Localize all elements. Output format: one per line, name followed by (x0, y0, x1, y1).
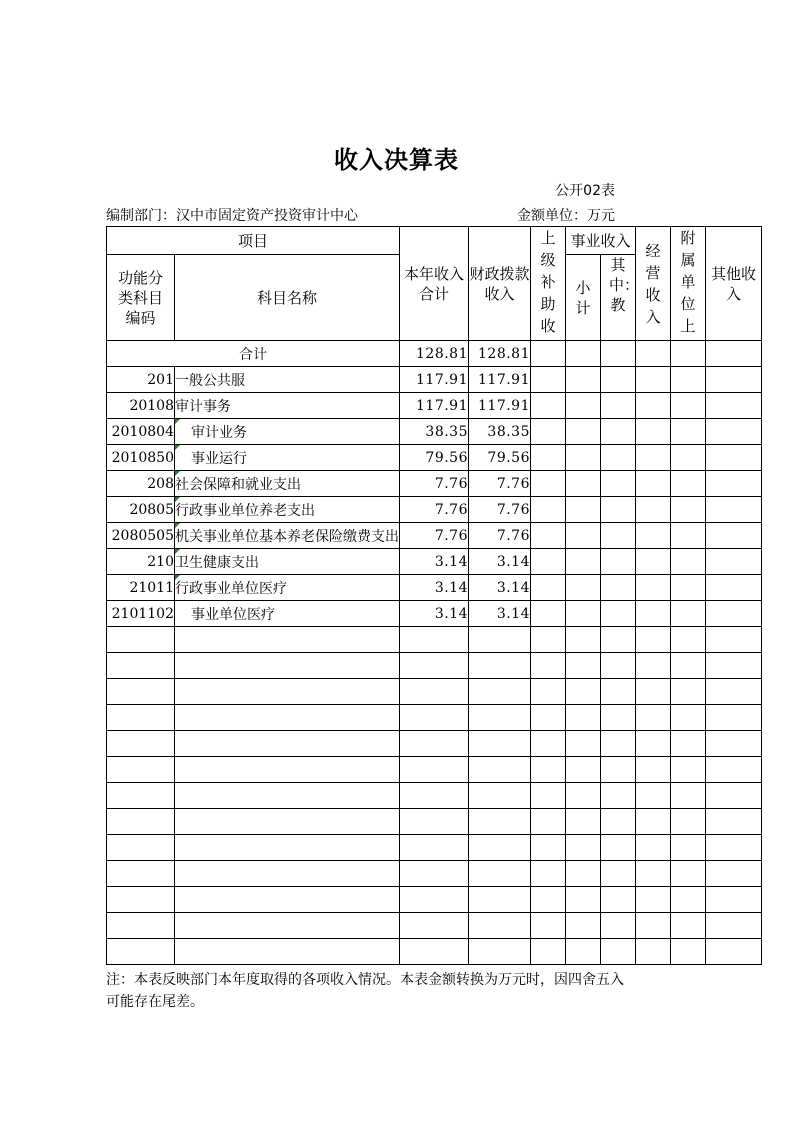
row-code: 2010850 (107, 445, 175, 471)
row-code: 20805 (107, 497, 175, 523)
page-title: 收入决算表 (334, 146, 459, 174)
empty-row (107, 835, 762, 861)
row-code: 210 (107, 549, 175, 575)
header-business-income: 事业收入 (566, 227, 636, 255)
row-code: 2080505 (107, 523, 175, 549)
row-total: 7.76 (400, 523, 469, 549)
table-row (107, 575, 762, 601)
row-code: 21011 (107, 575, 175, 601)
row-code: 201 (107, 367, 175, 393)
empty-row (107, 887, 762, 913)
row-fiscal: 3.14 (469, 601, 531, 627)
header-project: 项目 (107, 227, 400, 255)
amount-unit-label: 金额单位：万元 (517, 208, 615, 224)
header-affiliated-income: 附属单位上 (671, 227, 706, 341)
row-total: 7.76 (400, 497, 469, 523)
row-name: 审计业务 (175, 419, 400, 445)
row-name: 事业运行 (175, 445, 400, 471)
row-fiscal: 38.35 (469, 419, 531, 445)
table-row (107, 497, 762, 523)
row-total: 3.14 (400, 575, 469, 601)
header-function-code: 功能分类科目编码 (107, 255, 175, 341)
table-row (107, 549, 762, 575)
row-total: 117.91 (400, 393, 469, 419)
row-name: 卫生健康支出 (175, 549, 400, 575)
table-row (107, 367, 762, 393)
empty-row (107, 861, 762, 887)
row-total: 7.76 (400, 471, 469, 497)
row-fiscal: 7.76 (469, 523, 531, 549)
row-name: 行政事业单位养老支出 (175, 497, 400, 523)
empty-row (107, 783, 762, 809)
total-income-value: 128.81 (400, 341, 469, 367)
table-row (107, 471, 762, 497)
header-subtotal: 小计 (566, 255, 601, 341)
row-code: 2101102 (107, 601, 175, 627)
empty-row (107, 653, 762, 679)
table-row (107, 445, 762, 471)
row-name: 社会保障和就业支出 (175, 471, 400, 497)
row-total: 3.14 (400, 601, 469, 627)
row-fiscal: 3.14 (469, 575, 531, 601)
row-code: 208 (107, 471, 175, 497)
empty-row (107, 757, 762, 783)
empty-row (107, 913, 762, 939)
row-fiscal: 117.91 (469, 367, 531, 393)
row-code: 20108 (107, 393, 175, 419)
footnote: 注：本表反映部门本年度取得的各项收入情况。本表金额转换为万元时，因四舍五入可能存在尾差。 (106, 972, 624, 1010)
row-name: 审计事务 (175, 393, 400, 419)
row-fiscal: 7.76 (469, 497, 531, 523)
table-row (107, 393, 762, 419)
row-fiscal: 79.56 (469, 445, 531, 471)
row-total: 38.35 (400, 419, 469, 445)
empty-row (107, 809, 762, 835)
header-operating-income: 经营收入 (636, 227, 671, 341)
total-label: 合计 (107, 341, 400, 367)
empty-row (107, 627, 762, 653)
row-fiscal: 3.14 (469, 549, 531, 575)
row-name: 一般公共服 (175, 367, 400, 393)
row-fiscal: 117.91 (469, 393, 531, 419)
header-fiscal-income: 财政拨款收入 (469, 227, 531, 341)
header-of-which: 其中：教 (601, 255, 636, 341)
income-table (106, 226, 762, 965)
table-row (107, 523, 762, 549)
table-row (107, 601, 762, 627)
row-name: 事业单位医疗 (175, 601, 400, 627)
row-total: 117.91 (400, 367, 469, 393)
empty-row (107, 679, 762, 705)
header-total-income: 本年收入合计 (400, 227, 469, 341)
empty-row (107, 705, 762, 731)
row-fiscal: 7.76 (469, 471, 531, 497)
row-name: 机关事业单位基本养老保险缴费支出 (175, 523, 400, 549)
row-total: 3.14 (400, 549, 469, 575)
row-code: 2010804 (107, 419, 175, 445)
total-fiscal-value: 128.81 (469, 341, 531, 367)
empty-row (107, 939, 762, 965)
header-other-income: 其他收入 (706, 227, 762, 341)
total-row (107, 341, 762, 367)
header-subject-name: 科目名称 (175, 255, 400, 341)
department-label: 编制部门：汉中市固定资产投资审计中心 (106, 208, 358, 224)
table-row (107, 419, 762, 445)
form-number: 公开02表 (555, 183, 615, 199)
row-total: 79.56 (400, 445, 469, 471)
header-upper-subsidy: 上级补助收 (531, 227, 566, 341)
empty-row (107, 731, 762, 757)
row-name: 行政事业单位医疗 (175, 575, 400, 601)
